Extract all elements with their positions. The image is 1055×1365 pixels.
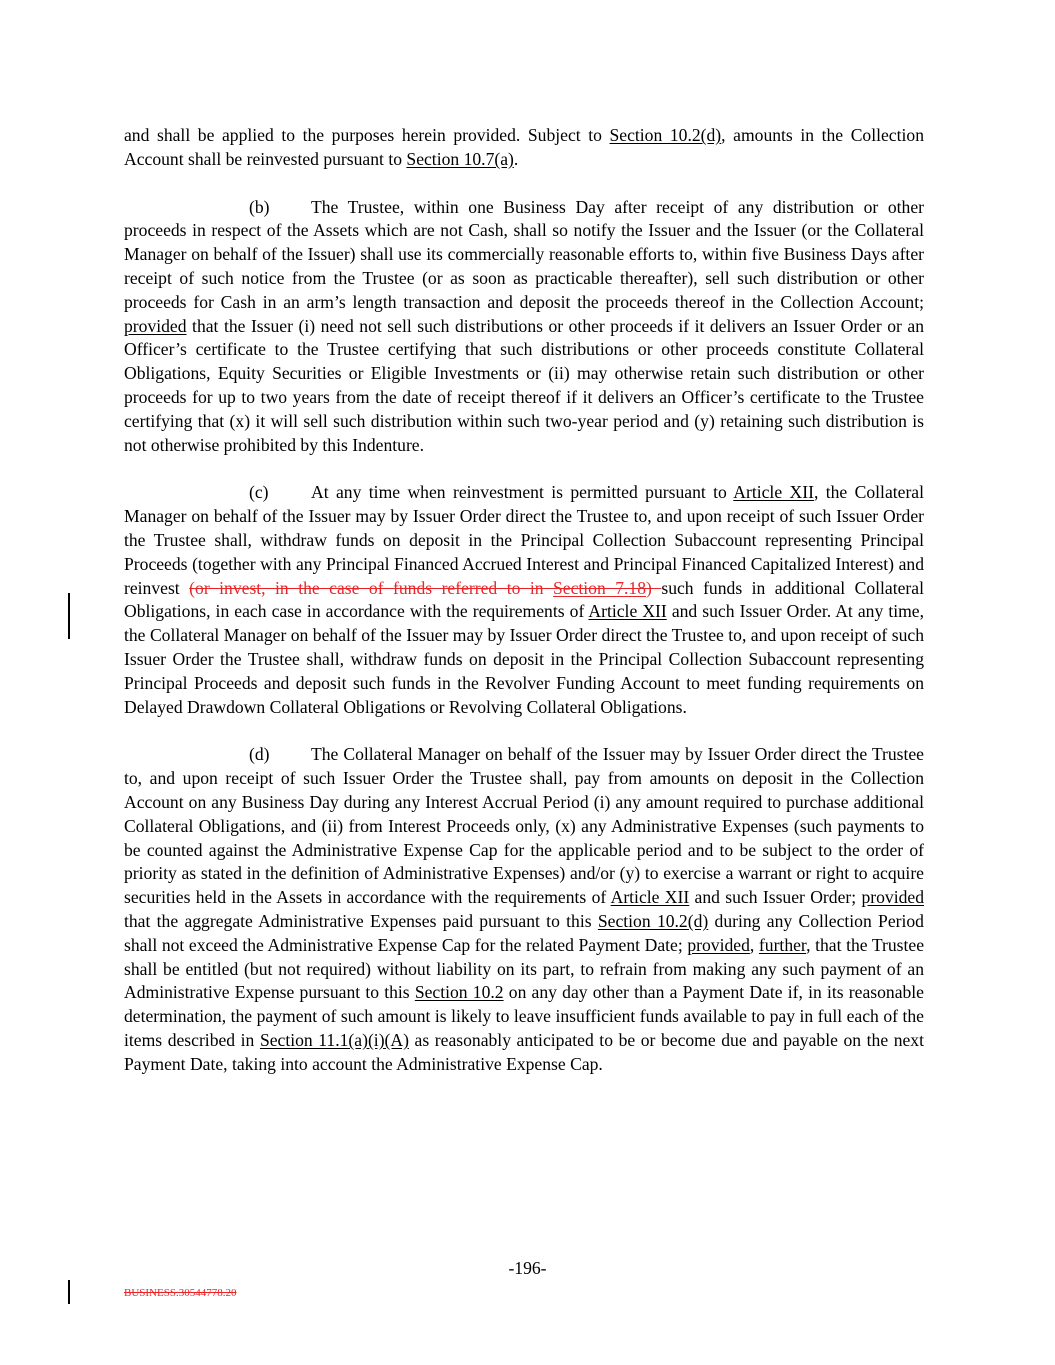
text: ,: [749, 934, 759, 955]
text: .: [513, 148, 519, 169]
deleted-cross-reference: Section 7.18: [553, 577, 647, 598]
text: and shall be applied to the purposes herein provided. Subject to: [124, 125, 610, 145]
change-bar-para-c: [68, 593, 70, 639]
cross-reference-link[interactable]: Article XII: [733, 482, 814, 503]
text: that the Issuer (i) need not sell such distributions or other proceeds if it delivers an Issuer Order or an Officer’s certificate to the Trustee certifying that such distributions or other proceeds constitute Collateral Obligations, Equity Securities or Eligible Investments or (ii) may otherwise retain such distribution or other proceeds for up to two years from the date of receipt thereof if it delivers an Officer’s certificate to the Trustee certifying that (x) it will sell such distribution within such two-year period and (y) retaining such distribution is not otherwise prohibited by this Indenture.: [124, 315, 924, 455]
text: on any day other than a Payment Date if, in its reasonable determination, the payment of such amount is likely to leave insufficient funds available to pay in full each of the items described in: [124, 982, 924, 1050]
deleted-text-part: (or invest, in the case of funds referred to in: [189, 577, 553, 598]
document-id-deleted: BUSINESS.30544778.20: [124, 1287, 237, 1299]
text: such funds in additional Collateral Obligations, in each case in accordance with the requirements of: [124, 577, 924, 622]
text: and such Issuer Order. At any time, the Collateral Manager on behalf of the Issuer may by Issuer Order direct the Trustee to, and upon receipt of such Issuer Order the Trustee shall, withdraw funds on deposit in the Principal Collection Subaccount representing Principal Proceeds and deposit such funds in the Revolver Funding Account to meet funding requirements on Delayed Drawdown Collateral Obligations or Revolving Collateral Obligations.: [124, 601, 925, 717]
text: At any time when reinvestment is permitted pursuant to: [311, 482, 734, 503]
emphasis-underline: further: [758, 934, 807, 955]
document-page: [124, 124, 924, 1100]
cross-reference-link[interactable]: Section 10.7(a): [406, 148, 514, 169]
paragraph-c: [124, 481, 924, 719]
text: , amounts in the Collection Account shall be reinvested pursuant to: [124, 125, 924, 169]
text: The Trustee, within one Business Day after receipt of any distribution or other proceeds in respect of the Assets which are not Cash, shall so notify the Issuer and the Issuer (or the Collateral Manager on behalf of the Issuer) shall use its commercially reasonable efforts to, within five Business Days after receipt of such notice from the Trustee (or as soon as practicable thereafter), sell such distribution or other proceeds for Cash in an arm’s length transaction and deposit the proceeds thereof in the Collection Account;: [124, 196, 924, 312]
deleted-text-part: ): [646, 577, 662, 598]
paragraph-label: (c): [249, 482, 269, 503]
text: , the Collateral Manager on behalf of the Issuer may by Issuer Order direct the Trustee to, and upon receipt of such Issuer Order the Trustee shall, withdraw funds on deposit in the Principal Collection Subaccount representing Principal Proceeds (together with any Principal Financed Accrued Interest and Principal Financed Capitalized Interest) and reinvest: [124, 482, 925, 598]
page-number: -196-: [508, 1258, 547, 1278]
text: and such Issuer Order;: [689, 887, 862, 908]
deleted-text: [189, 578, 661, 598]
text: The Collateral Manager on behalf of the Issuer may by Issuer Order direct the Trustee to, and upon receipt of such Issuer Order the Trustee shall, pay from amounts on deposit in the Collection Account on any Business Day during any Interest Accrual Period (i) any amount required to purchase additional Collateral Obligations, and (ii) from Interest Proceeds only, (x) any Administrative Expenses (such payments to be counted against the Administrative Expense Cap for the applicable period and to be subject to the order of priority as stated in the definition of Administrative Expenses) and/or (y) to exercise a warrant or right to acquire securities held in the Assets in accordance with the requirements of: [124, 744, 924, 908]
emphasis-underline: provided: [687, 934, 750, 955]
text: as reasonably anticipated to be or become due and payable on the next Payment Date, taking into account the Administrative Expense Cap.: [124, 1029, 924, 1074]
cross-reference-link[interactable]: Article XII: [588, 601, 667, 622]
paragraph-d: [124, 743, 924, 1076]
cross-reference-link[interactable]: Section 10.2(d): [597, 910, 709, 931]
cross-reference-link[interactable]: Section 10.2(d): [609, 125, 722, 145]
paragraph-b: [124, 196, 924, 458]
cross-reference-link[interactable]: Article XII: [610, 887, 690, 908]
text: during any Collection Period shall not exceed the Administrative Expense Cap for the related Payment Date;: [124, 910, 924, 955]
change-bar-footer: [68, 1280, 70, 1304]
paragraph-label: (d): [249, 744, 270, 765]
paragraph-a-continuation: [124, 124, 924, 172]
text: that the aggregate Administrative Expenses paid pursuant to this: [124, 910, 598, 931]
cross-reference-link[interactable]: Section 11.1(a)(i)(A): [259, 1029, 409, 1050]
emphasis-underline: provided: [124, 315, 187, 336]
emphasis-underline: provided: [861, 887, 924, 908]
cross-reference-link[interactable]: Section 10.2: [414, 982, 504, 1003]
text: , that the Trustee shall be entitled (but not required) without liability on its part, to refrain from making any such payment of an Administrative Expense pursuant to this: [124, 934, 925, 1003]
paragraph-label: (b): [249, 196, 270, 217]
